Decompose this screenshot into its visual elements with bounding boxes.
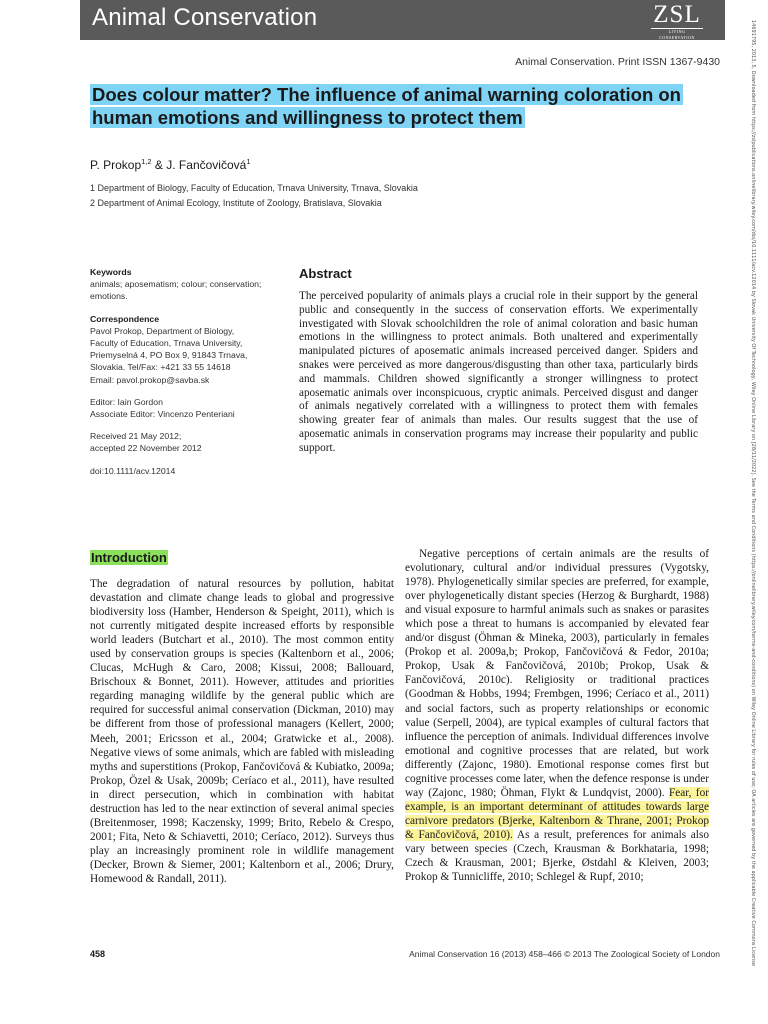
author-affiliation-marker: 1 [246,157,251,166]
keywords-list: animals; aposematism; colour; conservation; emotions. [90,279,262,302]
associate-editor: Associate Editor: Vincenzo Penteriani [90,409,235,420]
correspondence-line: Priemyselná 4, PO Box 9, 91843 Trnava, [90,350,248,361]
received-date: Received 21 May 2012; [90,431,182,442]
editor: Editor: Iain Gordon [90,396,163,407]
right-column-text: As a result, preferences for animals also vary between species (Czech, Krausman & Borkhataria, 1998; Czech & Krausman, 2001; Bjerke, Østdahl & Kleiven, 2003; Prokop & Tunnicliffe, 2010; Schlegel & Rupf, 2010; [405,828,709,884]
author-affiliation-marker: 1,2 [141,157,152,166]
zsl-logo-mark: ZSL [653,1,701,28]
author-name: P. Prokop [90,158,142,172]
article-title [90,83,690,129]
zsl-logo-subtitle: LIVING CONSERVATION [651,28,703,41]
correspondence-line: Faculty of Education, Trnava University, [90,338,243,349]
page-number: 458 [90,949,106,959]
zsl-logo [641,1,713,40]
introduction-right-column [405,547,709,884]
keywords-heading: Keywords [90,267,132,277]
author-joiner: & [151,158,167,172]
author-name: J. Fančovičová [166,158,247,172]
doi-link[interactable]: doi:10.1111/acv.12014 [90,465,176,476]
abstract-heading: Abstract [299,266,352,281]
introduction-heading: Introduction [91,550,167,565]
affiliation-1: 1 Department of Biology, Faculty of Education, Trnava University, Trnava, Slovakia [90,183,418,193]
accepted-date: accepted 22 November 2012 [90,443,202,454]
highlighted-passage: Fear, for example, is an important determinant of attitudes towards large carnivore predators (Bjerke, Kaltenborn & Thrane, 2001; Prokop & Fančovičová, 2010). [405,786,709,841]
print-issn: Animal Conservation. Print ISSN 1367-9430 [515,56,720,68]
article-info-sidebar [90,266,285,477]
correspondence-line: Pavol Prokop, Department of Biology, [90,325,235,336]
article-title-text: Does colour matter? The influence of animal warning coloration on human emotions and willingness to protect them [92,84,681,128]
download-notice-text: 14691795, 2013, 5, Downloaded from https://zslpublications.onlinelibrary.wiley.com/doi/10.1111/acv.12014 by Slovak University Of Technology, Wiley Online Library on [28/11/2022]. See the Terms and Conditions (https://onlinelibrary.wiley.com/terms-and-conditions) on Wiley Online Library for rules of use; OA articles are governed by the applicable Creative Commons License [750,20,756,966]
right-column-text: Negative perceptions of certain animals are the results of evolutionary, cultural and/or individual pressures (Vygotsky, 1978). Phylogenetically similar species are preferred, for example, over phylogenetically distant species (Herzog & Burghardt, 1988) and visual exposure to harmful animals such as snakes or parasites which pose a threat to humans is accompanied by elevated fear and/or disgust (Öhman & Mineka, 2003), particularly in females (Prokop et al. 2009a,b; Prokop, Fančovičová & Fedor, 2010a; Prokop, Usak & Fančovičová, 2010b; Prokop, Usak & Fančovičová, 2010c). Religiosity or traditional practices (Goodman & Hobbs, 1994; Frembgen, 1996; Ceríaco et al., 2011) and social factors, such as property relationships or economic value (Serpell, 2004), are typical examples of cultural factors that influence the perception of animals. Individual differences involve emotional and cognitive processes that are related, but work differently (Zajonc, 1980). Emotional response comes first but cognitive processes come later, when the defence response is under way (Zajonc, 1980; Öhman, Flykt & Lundqvist, 2000). [405,548,709,799]
abstract-text: The perceived popularity of animals plays a crucial role in their support by the general public and consequently in the success of conservation efforts. We experimentally investigated with Slovak schoolchildren the role of animal coloration and basic human emotions in the willingness to protect animals. Both unaltered and experimentally manipulated pictures of aposematic animals increased perceived danger. Spiders and snakes were perceived as more dangerous/disgusting than other taxa, particularly birds and mammals. Children showed significantly a stronger willingness to protect aposematic animals over inconspicuous, cryptic animals. Perceived disgust and danger of animals negatively correlated with a willingness to protect them with females showing greater fear of animals than males. Our results suggest that the use of aposematic animals in conservation programs may increase their popularity and public support. [299,290,698,454]
download-notice-strip [744,20,758,1010]
correspondence-line: Slovakia. Tel/Fax: +421 33 55 14618 [90,362,231,373]
correspondence-heading: Correspondence [90,313,160,324]
affiliation-2: 2 Department of Animal Ecology, Institute of Zoology, Bratislava, Slovakia [90,198,382,208]
footer-citation: Animal Conservation 16 (2013) 458–466 © 2013 The Zoological Society of London [409,949,720,959]
journal-name: Animal Conservation [92,4,318,31]
author-line [90,157,250,172]
introduction-left-column: The degradation of natural resources by pollution, habitat devastation and climate change leads to global and progressive biodiversity loss (Hamber, Henderson & Speight, 2011), which is not currently mitigated despite increased efforts by responsible world leaders (Butchart et al., 2010). The most common entity used by conservation groups is species (Kaltenborn et al., 2006; Clucas, McHugh & Caro, 2008; Kissui, 2008; Ballouard, Brischoux & Bonnet, 2011). However, attitudes and priorities regarding managing wildlife by the general public which are required for successful animal conservation (Dickman, 2010) may be different from those of professional managers (Kellert, 2000; Meeh, 2001; Ericsson et al., 2004; Gratwicke et al., 2008). Negative views of some animals, which are fabled with misleading myths and superstitions (Prokop, Fančovičová & Kubiatko, 2009a; Prokop, Özel & Usak, 2009b; Ceríaco et al., 2011), have resulted in direct persecution, which in combination with habitat destruction has led to the near extinction of several animal species (Breitenmoser, 1998; Kaczensky, 1999; Brito, Rebelo & Crespo, 2001; Fita, Neto & Schiavetti, 2010; Ceríaco, 2012). Surveys thus play an increasingly prominent role in wildlife management (Decker, Brown & Siemer, 2001; Kaltenborn et al., 2006; Drury, Homewood & Randall, 2011). [90,578,394,885]
correspondence-email[interactable]: Email: pavol.prokop@savba.sk [90,374,210,385]
journal-header-bar [80,0,725,40]
